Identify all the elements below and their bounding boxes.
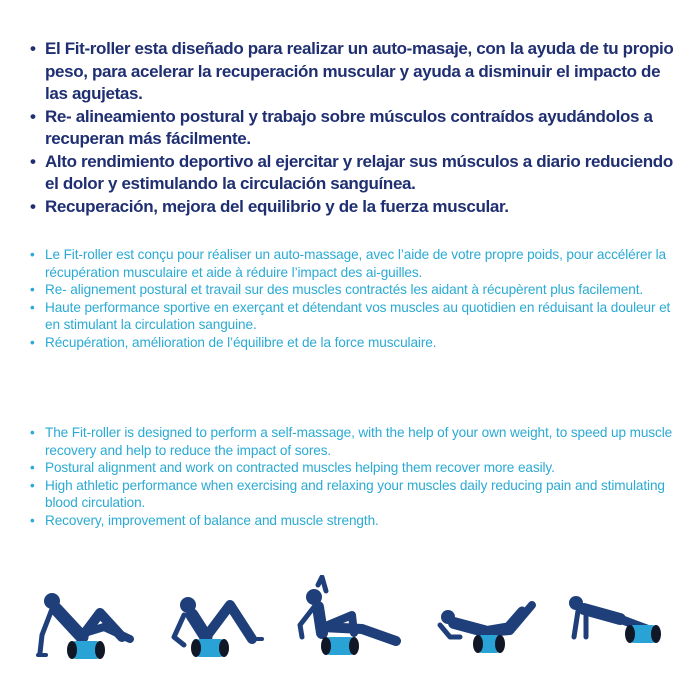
english-list — [30, 424, 680, 529]
spanish-item-3: • Alto rendimiento deportivo al ejercitar y relajar sus músculos a diario reduciendo el dolor y estimulando la circulación sanguínea. — [30, 151, 680, 196]
french-section — [30, 246, 680, 351]
person-prone-on-roller-icon — [430, 575, 540, 675]
spanish-item-2: • Re- alineamiento postural y trabajo sobre músculos contraídos ayudándolos a recuperan más fácilmente. — [30, 106, 680, 151]
exercise-figures — [0, 575, 700, 675]
person-reverse-plank-on-roller-icon — [160, 575, 270, 675]
person-side-lying-on-roller-icon — [292, 575, 402, 675]
english-item-3: • High athletic performance when exercising and relaxing your muscles daily reducing pain and stimulating blood circulation. — [30, 477, 680, 512]
person-sitting-on-roller-icon — [30, 575, 140, 675]
french-item-2: • Re- alignement postural et travail sur des muscles contractés les aidant à récupèrent plus facilement. — [30, 281, 680, 299]
person-plank-on-roller-icon — [560, 575, 670, 675]
french-item-1: • Le Fit-roller est conçu pour réaliser un auto-massage, avec l’aide de votre propre poids, pour accélérer la récupération musculaire et aide à réduire l’impact des ai-guilles. — [30, 246, 680, 281]
english-item-1: • The Fit-roller is designed to perform a self-massage, with the help of your own weight, to speed up muscle recovery and help to reduce the impact of sores. — [30, 424, 680, 459]
spanish-item-1: • El Fit-roller esta diseñado para realizar un auto-masaje, con la ayuda de tu propio peso, para acelerar la recuperación muscular y ayuda a disminuir el impacto de las agujetas. — [30, 38, 680, 106]
english-section — [30, 424, 680, 529]
french-list — [30, 246, 680, 351]
french-item-3: • Haute performance sportive en exerçant et détendant vos muscles au quotidien en réduisant la douleur et en stimulant la circulation sanguine. — [30, 299, 680, 334]
spanish-list — [30, 38, 680, 218]
english-item-4: • Recovery, improvement of balance and muscle strength. — [30, 512, 680, 530]
spanish-item-4: • Recuperación, mejora del equilibrio y de la fuerza muscular. — [30, 196, 680, 219]
french-item-4: • Récupération, amélioration de l’équilibre et de la force musculaire. — [30, 334, 680, 352]
spanish-section — [30, 38, 680, 218]
english-item-2: • Postural alignment and work on contracted muscles helping them recover more easily. — [30, 459, 680, 477]
